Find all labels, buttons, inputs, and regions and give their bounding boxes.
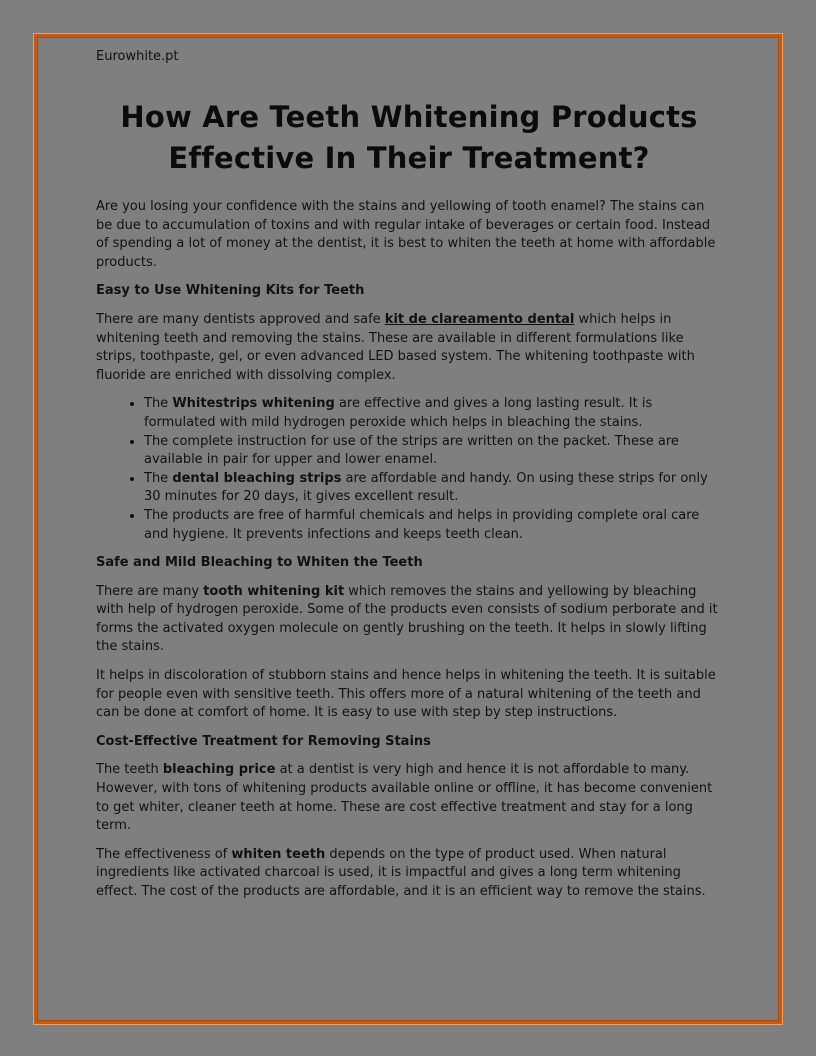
- site-name: Eurowhite.pt: [96, 49, 179, 64]
- text-run: which helps in whitening teeth and removing the stains. These are available in different formulations like strips, toothpaste, gel, or even advanced LED based system. The whitening toothpaste with fluoride are enriched with dissolving complex.: [96, 311, 695, 383]
- bold-term: Whitestrips whitening: [172, 396, 335, 412]
- section-heading-safe-bleaching: Safe and Mild Bleaching to Whiten the Teeth: [96, 555, 423, 571]
- section3-paragraph-1: [96, 761, 722, 835]
- text-run: There are many: [96, 583, 204, 599]
- text-run: are affordable and handy. On using these strips for only 30 minutes for 20 days, it gives excellent result.: [144, 470, 708, 505]
- section-heading-whitening-kits: Easy to Use Whitening Kits for Teeth: [96, 283, 365, 299]
- text-run: The complete instruction for use of the strips are written on the packet. These are available in pair for upper and lower enamel.: [144, 433, 679, 468]
- section-heading-cost-effective: Cost-Effective Treatment for Removing Stains: [96, 733, 431, 749]
- list-item: [144, 507, 722, 544]
- bold-term: dental bleaching strips: [172, 470, 342, 486]
- bold-term: tooth whitening kit: [203, 583, 345, 599]
- list-item: [144, 433, 722, 470]
- benefits-list: [96, 395, 722, 544]
- list-item: [144, 395, 722, 432]
- text-run: at a dentist is very high and hence it is not affordable to many. However, with tons of whitening products available online or offline, it has become convenient to get whiter, cleaner teeth at home. These are cost effective treatment and stay for a long term.: [96, 762, 713, 834]
- section2-paragraph-1: [96, 583, 722, 657]
- list-item: [144, 470, 722, 507]
- kit-de-clareamento-dental-link[interactable]: kit de clareamento dental: [384, 311, 575, 327]
- text-run: which removes the stains and yellowing by bleaching with help of hydrogen peroxide. Some of the products even consists of sodium perborate and it forms the activated oxygen molecule on gently brushing on the teeth. It helps in slowly lifting the stains.: [96, 583, 718, 655]
- section3-paragraph-2: [96, 846, 722, 902]
- document-content: [96, 48, 722, 912]
- text-run: There are many dentists approved and safe: [96, 311, 385, 327]
- document-title: How Are Teeth Whitening Products Effective In Their Treatment?: [120, 100, 698, 175]
- text-run: depends on the type of product used. When natural ingredients like activated charcoal is used, it is impactful and gives a long term whitening effect. The cost of the products are affordable, and it is an efficient way to remove the stains.: [96, 846, 706, 899]
- text-run: The: [144, 470, 173, 486]
- bold-term: whiten teeth: [231, 846, 326, 862]
- text-run: The products are free of harmful chemicals and helps in providing complete oral care and hygiene. It prevents infections and keeps teeth clean.: [144, 507, 700, 542]
- intro-paragraph: Are you losing your confidence with the stains and yellowing of tooth enamel? The stains can be due to accumulation of toxins and with regular intake of beverages or certain food. Instead of spending a lot of money at the dentist, it is best to whiten the teeth at home with affordable products.: [96, 199, 716, 270]
- text-run: The: [144, 396, 173, 412]
- text-run: are effective and gives a long lasting result. It is formulated with mild hydrogen peroxide which helps in bleaching the stains.: [144, 396, 653, 430]
- section1-paragraph: [96, 311, 722, 385]
- bold-term: bleaching price: [162, 762, 276, 778]
- text-run: The teeth: [96, 762, 163, 778]
- section2-paragraph-2: It helps in discoloration of stubborn stains and hence helps in whitening the teeth. It is suitable for people even with sensitive teeth. This offers more of a natural whitening of the teeth and can be done at comfort of home. It is easy to use with step by step instructions.: [96, 668, 716, 721]
- text-run: The effectiveness of: [96, 846, 232, 862]
